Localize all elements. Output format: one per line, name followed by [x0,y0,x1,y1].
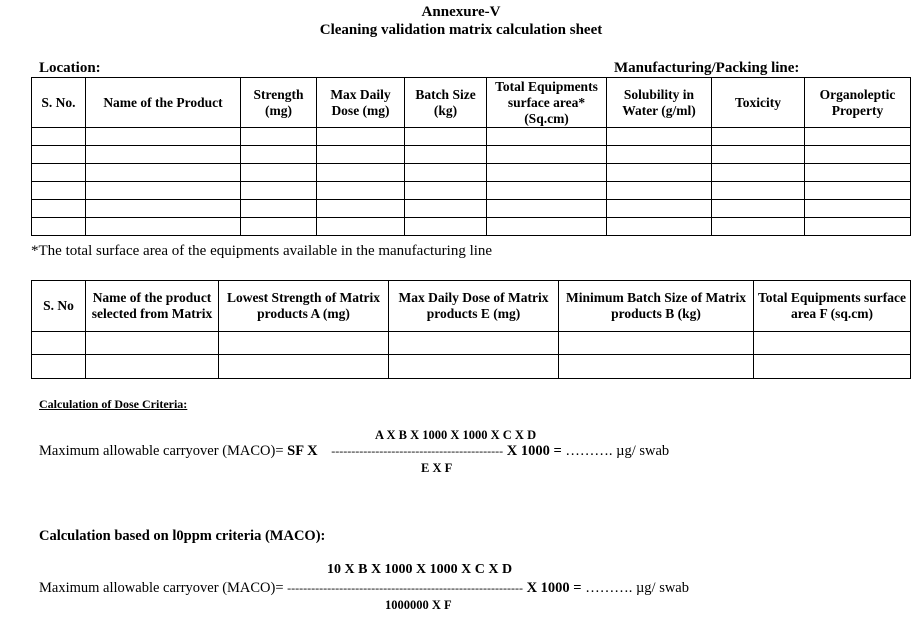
ppm-formula-denominator: 1000000 X F [385,598,452,612]
column-header: Batch Size (kg) [405,78,487,128]
column-header: Organoleptic Property [805,78,911,128]
ppm-criteria-heading: Calculation based on l0ppm criteria (MACO): [39,528,326,544]
safety-factor: SF X [287,443,318,459]
column-header: Solubility in Water (g/ml) [607,78,712,128]
maco-label: Maximum allowable carryover (MACO)= [39,580,284,596]
fraction-bar: ----------------------------------------------------------- [287,581,523,595]
table-row [32,182,911,200]
column-header: S. No. [32,78,86,128]
multiplier: X 1000 = [506,443,562,459]
table-row [32,200,911,218]
table-header-row [32,78,911,128]
column-header: Max Daily Dose of Matrix products E (mg) [389,281,559,332]
table-row [32,128,911,146]
column-header: Name of the product selected from Matrix [86,281,219,332]
table-row [32,218,911,236]
table-row [32,146,911,164]
column-header: Max Daily Dose (mg) [317,78,405,128]
fraction-bar: ------------------------------------------- [331,444,504,458]
column-header: Total Equipments surface area F (sq.cm) [754,281,911,332]
table-header-row [32,281,911,332]
product-matrix-table [31,77,911,236]
table-row [32,355,911,379]
location-label: Location: [39,60,101,76]
dose-formula-denominator: E X F [421,461,453,475]
annexure-label: Annexure-V [421,4,501,20]
result-unit: ………. µg/ swab [565,443,670,459]
manufacturing-line-label: Manufacturing/Packing line: [614,60,800,76]
result-unit: ………. µg/ swab [585,580,689,596]
ppm-formula-line [39,580,689,597]
column-header: Total Equipments surface area* (Sq.cm) [487,78,607,128]
sheet-title: Cleaning validation matrix calculation sheet [319,22,603,38]
column-header: S. No [32,281,86,332]
dose-criteria-heading: Calculation of Dose Criteria: [39,397,188,411]
column-header: Toxicity [712,78,805,128]
dose-formula-numerator: A X B X 1000 X 1000 X C X D [375,428,537,442]
multiplier: X 1000 = [526,580,582,596]
column-header: Lowest Strength of Matrix products A (mg) [219,281,389,332]
column-header: Strength (mg) [241,78,317,128]
maco-label: Maximum allowable carryover (MACO)= [39,443,284,459]
selected-product-table [31,280,911,379]
table-row [32,332,911,355]
table-row [32,164,911,182]
surface-area-footnote: *The total surface area of the equipments available in the manufacturing line [31,243,493,259]
column-header: Minimum Batch Size of Matrix products B (kg) [559,281,754,332]
ppm-formula-numerator: 10 X B X 1000 X 1000 X C X D [327,562,513,577]
dose-formula-line [39,443,669,460]
column-header: Name of the Product [86,78,241,128]
